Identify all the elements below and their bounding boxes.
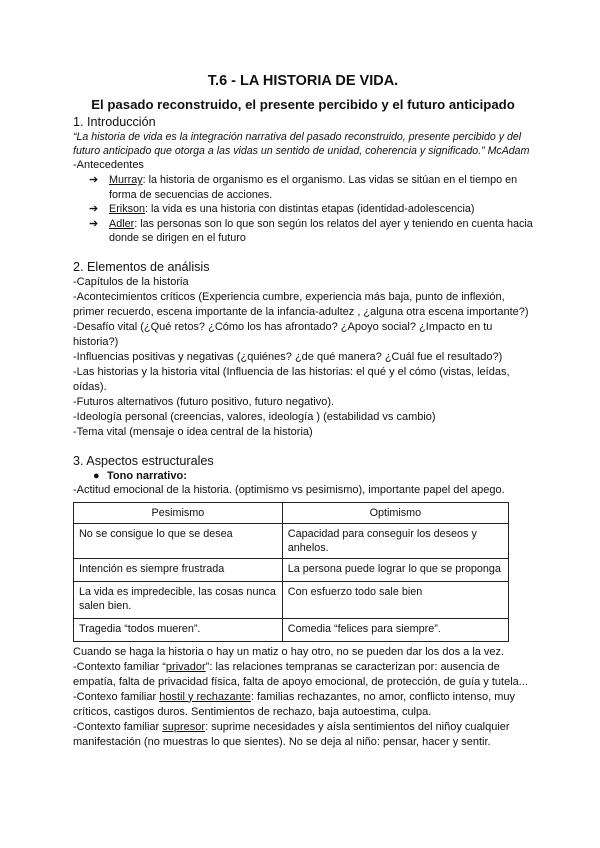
tono-narrativo-bullet bbox=[73, 469, 533, 483]
context-term: hostil y rechazante bbox=[159, 690, 251, 703]
author-name: Adler bbox=[109, 217, 135, 230]
analysis-line: -Influencias positivas y negativas (¿quiénes? ¿de qué manera? ¿Cuál fue el resultado?) bbox=[73, 350, 503, 363]
section-1-heading: 1. Introducción bbox=[73, 115, 156, 129]
section-2-heading: 2. Elementos de análisis bbox=[73, 259, 210, 274]
analysis-line: -Las historias y la historia vital (Influencia de las historias: el qué y el cómo (vistas, leídas, oídas). bbox=[73, 365, 510, 393]
bullet-dot-icon: ● bbox=[93, 469, 100, 482]
page-subtitle: El pasado reconstruido, el presente percibido y el futuro anticipado bbox=[91, 97, 515, 112]
analysis-line: -Capítulos de la historia bbox=[73, 275, 189, 288]
author-text: : la vida es una historia con distintas etapas (identidad-adolescencia) bbox=[145, 203, 475, 215]
author-text: : la historia de organismo es el organismo. Las vidas se sitúan en el tiempo en forma de secuencias de acciones. bbox=[109, 174, 518, 201]
table-cell: No se consigue lo que se desea bbox=[74, 523, 283, 558]
list-item bbox=[89, 173, 533, 202]
context-paragraph bbox=[73, 720, 533, 750]
column-header: Pesimismo bbox=[74, 502, 283, 523]
arrow-icon: ➔ bbox=[89, 217, 99, 230]
table-row bbox=[74, 618, 509, 641]
bullet-label: Tono narrativo bbox=[107, 469, 184, 482]
section-2 bbox=[73, 260, 533, 440]
table-header-row bbox=[74, 502, 509, 523]
context-pre: -Contexo familiar bbox=[73, 690, 160, 703]
table-cell: Con esfuerzo todo sale bien bbox=[282, 581, 508, 618]
context-pre: -Contexto familiar “ bbox=[73, 660, 166, 673]
context-post: ”: las relaciones tempranas se caracterizan por: ausencia de empatía, falta de privacidad física, falta de apoyo emocional, de protección, de guía y tutela... bbox=[73, 660, 528, 688]
context-term: privador bbox=[165, 660, 206, 673]
actitud-line: -Actitud emocional de la historia. (optimismo vs pesimismo), importante papel del apego. bbox=[73, 483, 505, 496]
document-page bbox=[73, 72, 533, 750]
tone-table bbox=[73, 502, 509, 642]
analysis-line: -Ideología personal (creencias, valores, ideología ) (estabilidad vs cambio) bbox=[73, 410, 436, 423]
analysis-line: -Desafío vital (¿Qué retos? ¿Cómo los has afrontado? ¿Apoyo social? ¿Impacto en tu historia?) bbox=[73, 320, 493, 348]
analysis-line: -Acontecimientos críticos (Experiencia cumbre, experiencia más baja, punto de inflexión, primer recuerdo, escena importante de la infancia-adultez , ¿alguna otra escena importante?) bbox=[73, 290, 529, 318]
author-name: Murray bbox=[109, 174, 143, 186]
list-item bbox=[89, 202, 533, 217]
arrow-icon: ➔ bbox=[89, 174, 99, 186]
context-pre: -Contexto familiar bbox=[73, 720, 163, 733]
section-3 bbox=[73, 454, 533, 750]
column-header: Optimismo bbox=[282, 502, 508, 523]
antecedentes-label: -Antecedentes bbox=[73, 159, 144, 171]
context-paragraph bbox=[73, 660, 533, 690]
table-row bbox=[74, 523, 509, 558]
page-title: T.6 - LA HISTORIA DE VIDA. bbox=[207, 73, 399, 89]
context-term: supresor bbox=[162, 720, 206, 733]
table-cell: Intención es siempre frustrada bbox=[74, 558, 283, 581]
context-paragraph bbox=[73, 690, 533, 720]
table-row bbox=[74, 558, 509, 581]
table-cell: Capacidad para conseguir los deseos y anhelos. bbox=[282, 523, 508, 558]
context-post: : suprime necesidades y aísla sentimientos del niñoy cualquier manifestación (no muestras lo que sientes). No se deja al niño: pensar, hacer y sentir. bbox=[73, 720, 510, 748]
table-row bbox=[74, 581, 509, 618]
mcadam-quote: “La historia de vida es la integración narrativa del pasado reconstruido, presente percibido y del futuro anticipado que otorga a las vidas un sentido de unidad, coherencia y significado.” McAdam bbox=[73, 131, 530, 157]
author-name: Erikson bbox=[109, 203, 146, 215]
section-3-heading: 3. Aspectos estructurales bbox=[73, 453, 214, 468]
analysis-line: -Futuros alternativos (futuro positivo, futuro negativo). bbox=[73, 395, 335, 408]
table-cell: La persona puede lograr lo que se proponga bbox=[282, 558, 508, 581]
arrow-icon: ➔ bbox=[89, 203, 99, 215]
context-post: : familias rechazantes, no amor, conflicto intenso, muy críticos, castigos duros. Sentimientos de rechazo, baja autoestima, culpa. bbox=[73, 690, 516, 718]
after-table-line: Cuando se haga la historia o hay un matiz o hay otro, no se pueden dar los dos a la vez. bbox=[73, 645, 505, 658]
analysis-line: -Tema vital (mensaje o idea central de la historia) bbox=[73, 425, 313, 438]
table-cell: Tragedia “todos mueren”. bbox=[74, 618, 283, 641]
list-item bbox=[89, 217, 533, 246]
antecedentes-list bbox=[73, 173, 533, 246]
bullet-colon: : bbox=[183, 469, 187, 482]
author-text: : las personas son lo que son según los relatos del ayer y teniendo en cuenta hacia donde se dirigen en el futuro bbox=[109, 217, 533, 244]
table-cell: La vida es impredecible, las cosas nunca salen bien. bbox=[74, 581, 283, 618]
table-cell: Comedia “felices para siempre”. bbox=[282, 618, 508, 641]
